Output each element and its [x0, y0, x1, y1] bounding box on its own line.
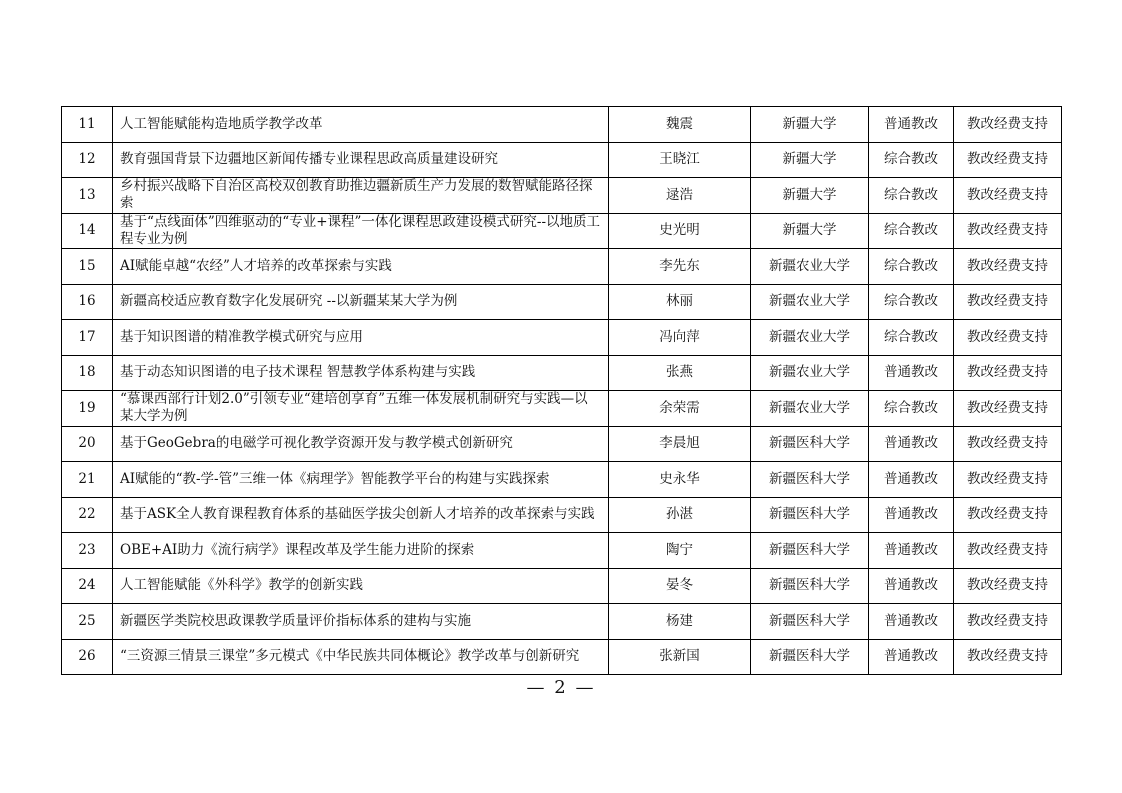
project-leader: 余荣需: [609, 391, 751, 427]
row-number: 13: [62, 178, 113, 214]
project-leader: 晏冬: [609, 568, 751, 604]
row-number: 19: [62, 391, 113, 427]
funding-type: 教改经费支持: [954, 497, 1062, 533]
project-category: 综合教改: [869, 142, 954, 178]
row-number: 23: [62, 533, 113, 569]
table-row: [62, 284, 1062, 320]
table-row: [62, 249, 1062, 285]
funding-type: 教改经费支持: [954, 355, 1062, 391]
project-leader: 冯向萍: [609, 320, 751, 356]
funding-type: 教改经费支持: [954, 391, 1062, 427]
row-number: 16: [62, 284, 113, 320]
university: 新疆农业大学: [751, 249, 869, 285]
project-leader: 陶宁: [609, 533, 751, 569]
project-category: 普通教改: [869, 426, 954, 462]
table-row: [62, 426, 1062, 462]
university: 新疆农业大学: [751, 320, 869, 356]
project-leader: 魏震: [609, 107, 751, 143]
project-title: AI赋能卓越“农经”人才培养的改革探索与实践: [113, 249, 609, 285]
project-title: 教育强国背景下边疆地区新闻传播专业课程思政高质量建设研究: [113, 142, 609, 178]
project-leader: 李晨旭: [609, 426, 751, 462]
project-category: 普通教改: [869, 355, 954, 391]
project-title: 基于动态知识图谱的电子技术课程 智慧教学体系构建与实践: [113, 355, 609, 391]
table-row: [62, 107, 1062, 143]
funding-type: 教改经费支持: [954, 462, 1062, 498]
table-row: [62, 320, 1062, 356]
project-title: 基于“点线面体”四维驱动的“专业+课程”一体化课程思政建设模式研究--以地质工程专业为例: [113, 213, 609, 249]
university: 新疆医科大学: [751, 497, 869, 533]
project-title: 基于知识图谱的精准教学模式研究与应用: [113, 320, 609, 356]
row-number: 22: [62, 497, 113, 533]
table-row: [62, 462, 1062, 498]
project-leader: 逯浩: [609, 178, 751, 214]
funding-type: 教改经费支持: [954, 568, 1062, 604]
project-category: 综合教改: [869, 320, 954, 356]
funding-type: 教改经费支持: [954, 604, 1062, 640]
row-number: 17: [62, 320, 113, 356]
table-body: [62, 107, 1062, 675]
project-leader: 林丽: [609, 284, 751, 320]
project-category: 普通教改: [869, 107, 954, 143]
funding-type: 教改经费支持: [954, 178, 1062, 214]
table-row: [62, 355, 1062, 391]
table-row: [62, 213, 1062, 249]
funding-type: 教改经费支持: [954, 426, 1062, 462]
project-title: “慕课西部行计划2.0”引领专业“建培创享育”五维一体发展机制研究与实践—以某大学为例: [113, 391, 609, 427]
university: 新疆大学: [751, 213, 869, 249]
page-number: — 2 —: [526, 677, 596, 698]
project-list-table: [61, 106, 1062, 675]
university: 新疆大学: [751, 107, 869, 143]
university: 新疆农业大学: [751, 355, 869, 391]
university: 新疆医科大学: [751, 533, 869, 569]
project-leader: 张燕: [609, 355, 751, 391]
row-number: 18: [62, 355, 113, 391]
row-number: 11: [62, 107, 113, 143]
row-number: 15: [62, 249, 113, 285]
university: 新疆医科大学: [751, 462, 869, 498]
project-title: 乡村振兴战略下自治区高校双创教育助推边疆新质生产力发展的数智赋能路径探索: [113, 178, 609, 214]
university: 新疆医科大学: [751, 639, 869, 675]
university: 新疆农业大学: [751, 391, 869, 427]
funding-type: 教改经费支持: [954, 213, 1062, 249]
project-title: AI赋能的“教-学-管”三维一体《病理学》智能教学平台的构建与实践探索: [113, 462, 609, 498]
project-title: 人工智能赋能构造地质学教学改革: [113, 107, 609, 143]
table-row: [62, 178, 1062, 214]
university: 新疆医科大学: [751, 568, 869, 604]
funding-type: 教改经费支持: [954, 142, 1062, 178]
project-title: 新疆医学类院校思政课教学质量评价指标体系的建构与实施: [113, 604, 609, 640]
university: 新疆农业大学: [751, 284, 869, 320]
row-number: 14: [62, 213, 113, 249]
project-leader: 杨建: [609, 604, 751, 640]
table-row: [62, 639, 1062, 675]
project-category: 综合教改: [869, 284, 954, 320]
row-number: 26: [62, 639, 113, 675]
project-category: 普通教改: [869, 639, 954, 675]
row-number: 24: [62, 568, 113, 604]
funding-type: 教改经费支持: [954, 533, 1062, 569]
project-category: 普通教改: [869, 497, 954, 533]
project-leader: 王晓江: [609, 142, 751, 178]
funding-type: 教改经费支持: [954, 639, 1062, 675]
funding-type: 教改经费支持: [954, 107, 1062, 143]
row-number: 12: [62, 142, 113, 178]
row-number: 21: [62, 462, 113, 498]
project-category: 普通教改: [869, 462, 954, 498]
project-leader: 史光明: [609, 213, 751, 249]
table-row: [62, 391, 1062, 427]
project-title: “三资源三情景三课堂”多元模式《中华民族共同体概论》教学改革与创新研究: [113, 639, 609, 675]
row-number: 25: [62, 604, 113, 640]
project-leader: 李先东: [609, 249, 751, 285]
table-row: [62, 142, 1062, 178]
project-category: 综合教改: [869, 178, 954, 214]
project-category: 普通教改: [869, 568, 954, 604]
funding-type: 教改经费支持: [954, 284, 1062, 320]
project-leader: 史永华: [609, 462, 751, 498]
project-category: 综合教改: [869, 391, 954, 427]
project-title: OBE+AI助力《流行病学》课程改革及学生能力进阶的探索: [113, 533, 609, 569]
project-category: 综合教改: [869, 249, 954, 285]
university: 新疆大学: [751, 142, 869, 178]
university: 新疆大学: [751, 178, 869, 214]
project-category: 普通教改: [869, 604, 954, 640]
university: 新疆医科大学: [751, 426, 869, 462]
project-title: 基于GeoGebra的电磁学可视化教学资源开发与教学模式创新研究: [113, 426, 609, 462]
project-title: 基于ASK全人教育课程教育体系的基础医学拔尖创新人才培养的改革探索与实践: [113, 497, 609, 533]
project-title: 人工智能赋能《外科学》教学的创新实践: [113, 568, 609, 604]
university: 新疆医科大学: [751, 604, 869, 640]
project-leader: 孙湛: [609, 497, 751, 533]
project-category: 普通教改: [869, 533, 954, 569]
table-row: [62, 533, 1062, 569]
table-row: [62, 568, 1062, 604]
table-row: [62, 604, 1062, 640]
funding-type: 教改经费支持: [954, 249, 1062, 285]
funding-type: 教改经费支持: [954, 320, 1062, 356]
project-category: 综合教改: [869, 213, 954, 249]
table-row: [62, 497, 1062, 533]
project-title: 新疆高校适应教育数字化发展研究 --以新疆某某大学为例: [113, 284, 609, 320]
row-number: 20: [62, 426, 113, 462]
project-leader: 张新国: [609, 639, 751, 675]
